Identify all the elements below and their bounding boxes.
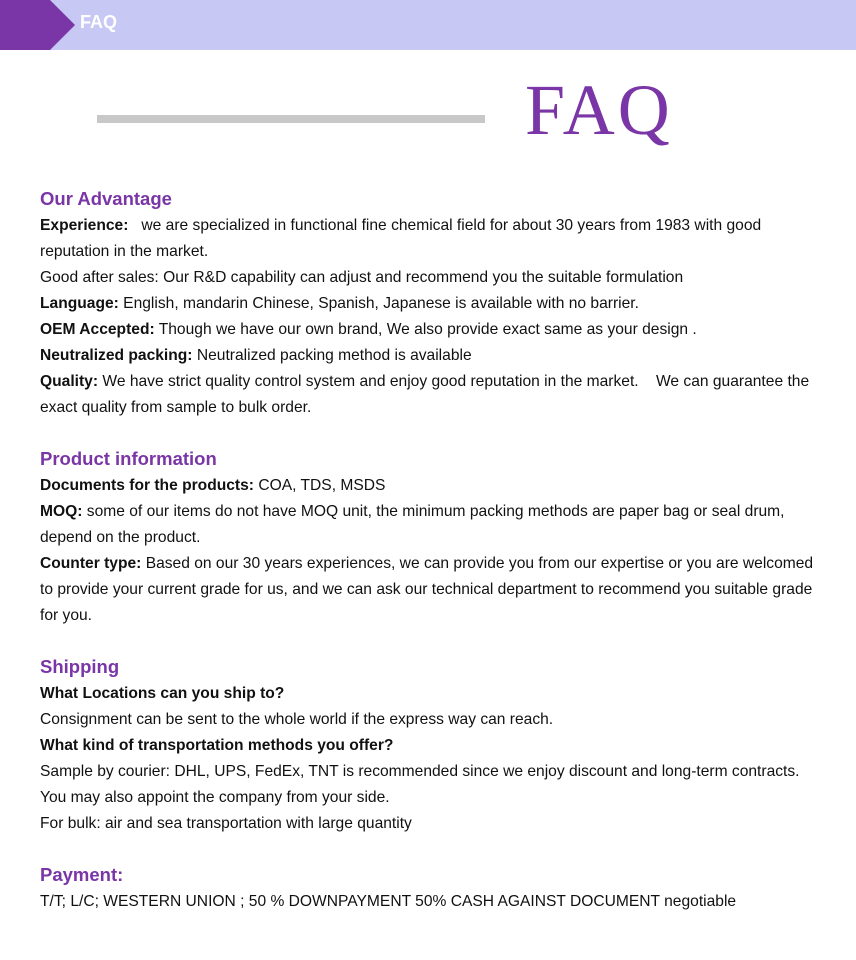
section-spacer <box>40 629 816 653</box>
oem-text: Though we have our own brand, We also provide exact same as your design . <box>154 321 697 338</box>
faq-content <box>40 185 816 915</box>
shipping-answer-locations: Consignment can be sent to the whole world if the express way can reach. <box>40 711 554 728</box>
advantage-neutral-packing <box>40 343 816 369</box>
payment-terms: T/T; L/C; WESTERN UNION ; 50 % DOWNPAYMENT 50% CASH AGAINST DOCUMENT negotiable <box>40 893 737 910</box>
product-moq <box>40 499 816 551</box>
neutral-packing-label: Neutralized packing: <box>40 347 193 364</box>
documents-text: COA, TDS, MSDS <box>254 477 386 494</box>
experience-text: we are specialized in functional fine chemical field for about 30 years from 1983 with good reputation in the market. <box>40 217 766 260</box>
advantage-experience <box>40 213 816 265</box>
top-tab-label: FAQ <box>80 12 118 32</box>
section-spacer <box>40 421 816 445</box>
title-divider <box>97 115 485 123</box>
shipping-answer-bulk: For bulk: air and sea transportation with large quantity <box>40 815 412 832</box>
advantage-quality <box>40 369 816 421</box>
advantage-after-sales: Good after sales: Our R&D capability can adjust and recommend you the suitable formulation <box>40 269 684 286</box>
language-text: English, mandarin Chinese, Spanish, Japanese is available with no barrier. <box>118 295 639 312</box>
section-heading-product: Product information <box>40 448 217 469</box>
moq-label: MOQ: <box>40 503 83 520</box>
top-banner <box>0 0 856 50</box>
advantage-oem <box>40 317 816 343</box>
counter-type-label: Counter type: <box>40 555 142 572</box>
section-heading-shipping: Shipping <box>40 656 120 677</box>
quality-text: We have strict quality control system and enjoy good reputation in the market. We can guarantee the exact quality from sample to bulk order. <box>40 373 814 416</box>
moq-text: some of our items do not have MOQ unit, the minimum packing methods are paper bag or seal drum, depend on the product. <box>40 503 785 546</box>
counter-type-text: Based on our 30 years experiences, we can provide you from our expertise or you are welcomed to provide your current grade for us, and we can ask our technical department to recommend you suitable grade for you. <box>40 555 814 624</box>
section-spacer <box>40 837 816 861</box>
shipping-question-methods: What kind of transportation methods you offer? <box>40 737 394 754</box>
experience-label: Experience: <box>40 217 129 234</box>
page-title: FAQ <box>525 70 673 150</box>
neutral-packing-text: Neutralized packing method is available <box>192 347 472 364</box>
section-heading-payment: Payment: <box>40 864 124 885</box>
shipping-question-locations: What Locations can you ship to? <box>40 685 285 702</box>
shipping-answer-courier: Sample by courier: DHL, UPS, FedEx, TNT is recommended since we enjoy discount and long-term contracts. You may also appoint the company from your side. <box>40 763 800 806</box>
documents-label: Documents for the products: <box>40 477 254 494</box>
product-documents <box>40 473 816 499</box>
quality-label: Quality: <box>40 373 99 390</box>
product-counter-type <box>40 551 816 629</box>
section-heading-advantage: Our Advantage <box>40 188 172 209</box>
language-label: Language: <box>40 295 119 312</box>
advantage-language <box>40 291 816 317</box>
oem-label: OEM Accepted: <box>40 321 155 338</box>
